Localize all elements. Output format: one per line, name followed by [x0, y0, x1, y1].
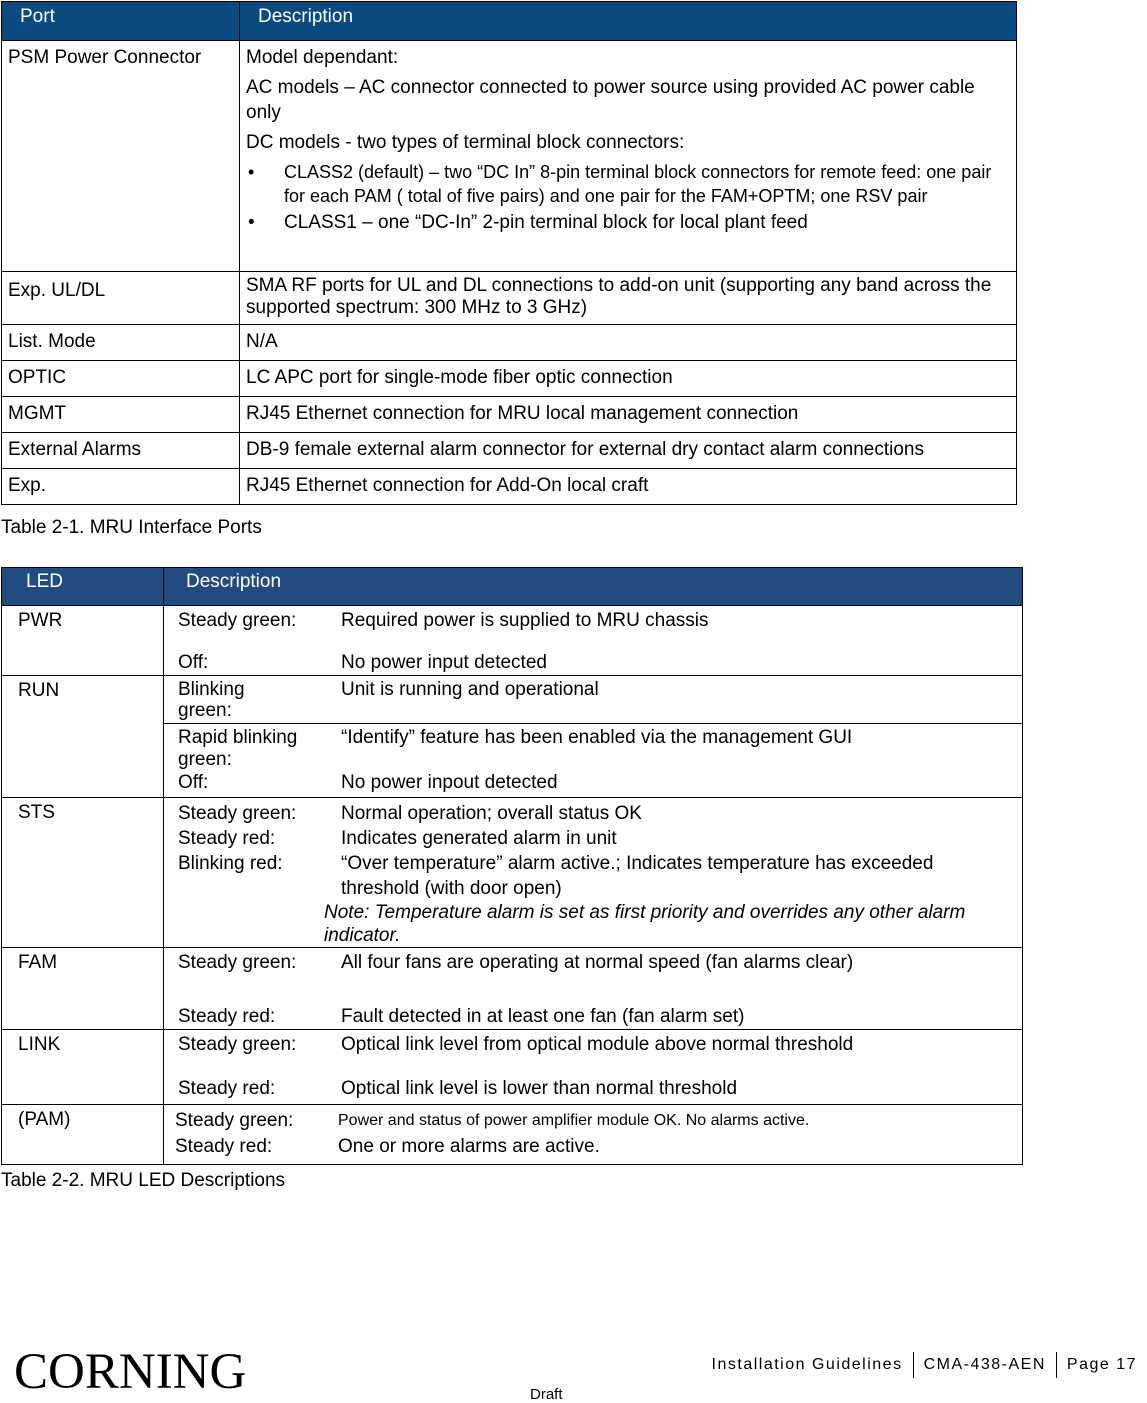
bullet-list [246, 160, 1010, 235]
led-description [164, 1030, 1023, 1105]
bullet-item: • CLASS1 – one “DC-In” 2-pin terminal block for local plant feed [246, 211, 1010, 235]
table-row [2, 397, 1017, 433]
doc-id: CMA-438-AEN [913, 1352, 1056, 1378]
led-explanation: Power and status of power amplifier module OK. No alarms active. [338, 1112, 810, 1129]
table-caption: Table 2-1. MRU Interface Ports [1, 517, 262, 538]
led-explanation: Optical link level from optical module above normal threshold [341, 1034, 854, 1055]
table-row [2, 606, 1023, 676]
col-header-port: Port [2, 2, 240, 41]
led-state [178, 679, 341, 721]
sts-note: Note: Temperature alarm is set as first priority and overrides any other alarm indicator. [324, 902, 966, 946]
port-name: MGMT [2, 397, 240, 433]
led-explanation: “Identify” feature has been enabled via the management GUI [341, 727, 853, 748]
led-name: LINK [2, 1030, 164, 1105]
table-row [2, 272, 1017, 325]
led-name: (PAM) [2, 1105, 164, 1165]
led-state: Steady red: [178, 828, 276, 849]
port-name: OPTIC [2, 361, 240, 397]
led-explanation: “Over temperature” alarm active.; Indicates temperature has exceeded threshold (with door open) [341, 853, 934, 899]
port-name: Exp. [2, 469, 240, 505]
led-description [164, 798, 1023, 948]
led-explanation: One or more alarms are active. [338, 1136, 600, 1157]
bullet-item: • CLASS2 (default) – two “DC In” 8-pin terminal block connectors for remote feed: one pair for each PAM ( total of five pairs) and one pair for the FAM+OPTM; one RSV pair [246, 160, 1010, 208]
spacer [178, 975, 1022, 1005]
port-name: Exp. UL/DL [2, 272, 240, 325]
col-header-description: Description [240, 2, 1017, 41]
spacer [178, 633, 1022, 651]
table-row [2, 798, 1023, 948]
led-state-text: Blinking green: [178, 679, 245, 721]
port-name: PSM Power Connector [2, 41, 240, 272]
interface-ports-table [1, 1, 1017, 505]
led-state: Steady red: [178, 1078, 276, 1099]
table-row [2, 948, 1023, 1030]
page-number: Page 17 [1056, 1352, 1147, 1378]
led-explanation: All four fans are operating at normal speed (fan alarms clear) [341, 952, 854, 973]
port-description [240, 41, 1017, 272]
led-state: Steady green: [175, 1110, 294, 1131]
led-explanation: Unit is running and operational [341, 679, 599, 700]
led-state [178, 727, 341, 771]
draft-label: Draft [530, 1386, 563, 1403]
table-row [2, 676, 1023, 724]
led-name: FAM [2, 948, 164, 1030]
led-state: Steady green: [178, 952, 297, 973]
table-row [2, 1105, 1023, 1165]
led-state: Blinking red: [178, 853, 283, 874]
led-name: RUN [2, 676, 164, 798]
led-state: Steady green: [178, 803, 297, 824]
led-state: Off: [178, 652, 209, 673]
col-header-description: Description [164, 568, 1023, 606]
led-name: PWR [2, 606, 164, 676]
port-name: External Alarms [2, 433, 240, 469]
table-row [2, 433, 1017, 469]
led-explanation: Normal operation; overall status OK [341, 803, 642, 824]
table-caption: Table 2-2. MRU LED Descriptions [1, 1170, 286, 1191]
led-description [164, 606, 1023, 676]
led-name: STS [2, 798, 164, 948]
table-row [2, 41, 1017, 272]
table-row [2, 1030, 1023, 1105]
led-description [164, 676, 1023, 724]
led-explanation: Optical link level is lower than normal threshold [341, 1078, 738, 1099]
spacer [178, 1057, 1022, 1077]
led-state: Steady green: [178, 1034, 297, 1055]
port-description: N/A [240, 325, 1017, 361]
port-description: RJ45 Ethernet connection for Add-On local craft [240, 469, 1017, 505]
led-state: Steady red: [178, 1006, 276, 1027]
led-state-text: Rapid blinking green: [178, 727, 298, 770]
corning-logo: CORNING [14, 1344, 247, 1400]
port-description: SMA RF ports for UL and DL connections to add-on unit (supporting any band across the supported spectrum: 300 MHz to 3 GHz) [240, 272, 1017, 325]
port-description: DB-9 female external alarm connector for external dry contact alarm connections [240, 433, 1017, 469]
led-state: Steady red: [175, 1136, 273, 1157]
led-description [164, 724, 1023, 798]
port-description: RJ45 Ethernet connection for MRU local management connection [240, 397, 1017, 433]
led-explanation: No power inpout detected [341, 772, 558, 793]
port-description: LC APC port for single-mode fiber optic connection [240, 361, 1017, 397]
col-header-led: LED [2, 568, 164, 606]
page-footer [702, 1352, 1147, 1378]
desc-line: AC models – AC connector connected to power source using provided AC power cable only [246, 77, 975, 123]
led-explanation: Indicates generated alarm in unit [341, 828, 617, 849]
led-state: Steady green: [178, 610, 297, 631]
spacer [164, 901, 324, 947]
led-description [164, 1105, 1023, 1165]
led-description [164, 948, 1023, 1030]
led-explanation: No power input detected [341, 652, 547, 673]
doc-type: Installation Guidelines [711, 1356, 903, 1373]
led-explanation: Fault detected in at least one fan (fan alarm set) [341, 1006, 745, 1027]
table-row [2, 325, 1017, 361]
led-state: Off: [178, 772, 209, 793]
desc-line: DC models - two types of terminal block connectors: [246, 132, 685, 153]
table-row [2, 361, 1017, 397]
desc-line: Model dependant: [246, 47, 399, 68]
table-row [2, 469, 1017, 505]
led-descriptions-table [1, 567, 1023, 1165]
port-name: List. Mode [2, 325, 240, 361]
led-explanation: Required power is supplied to MRU chassis [341, 610, 709, 631]
